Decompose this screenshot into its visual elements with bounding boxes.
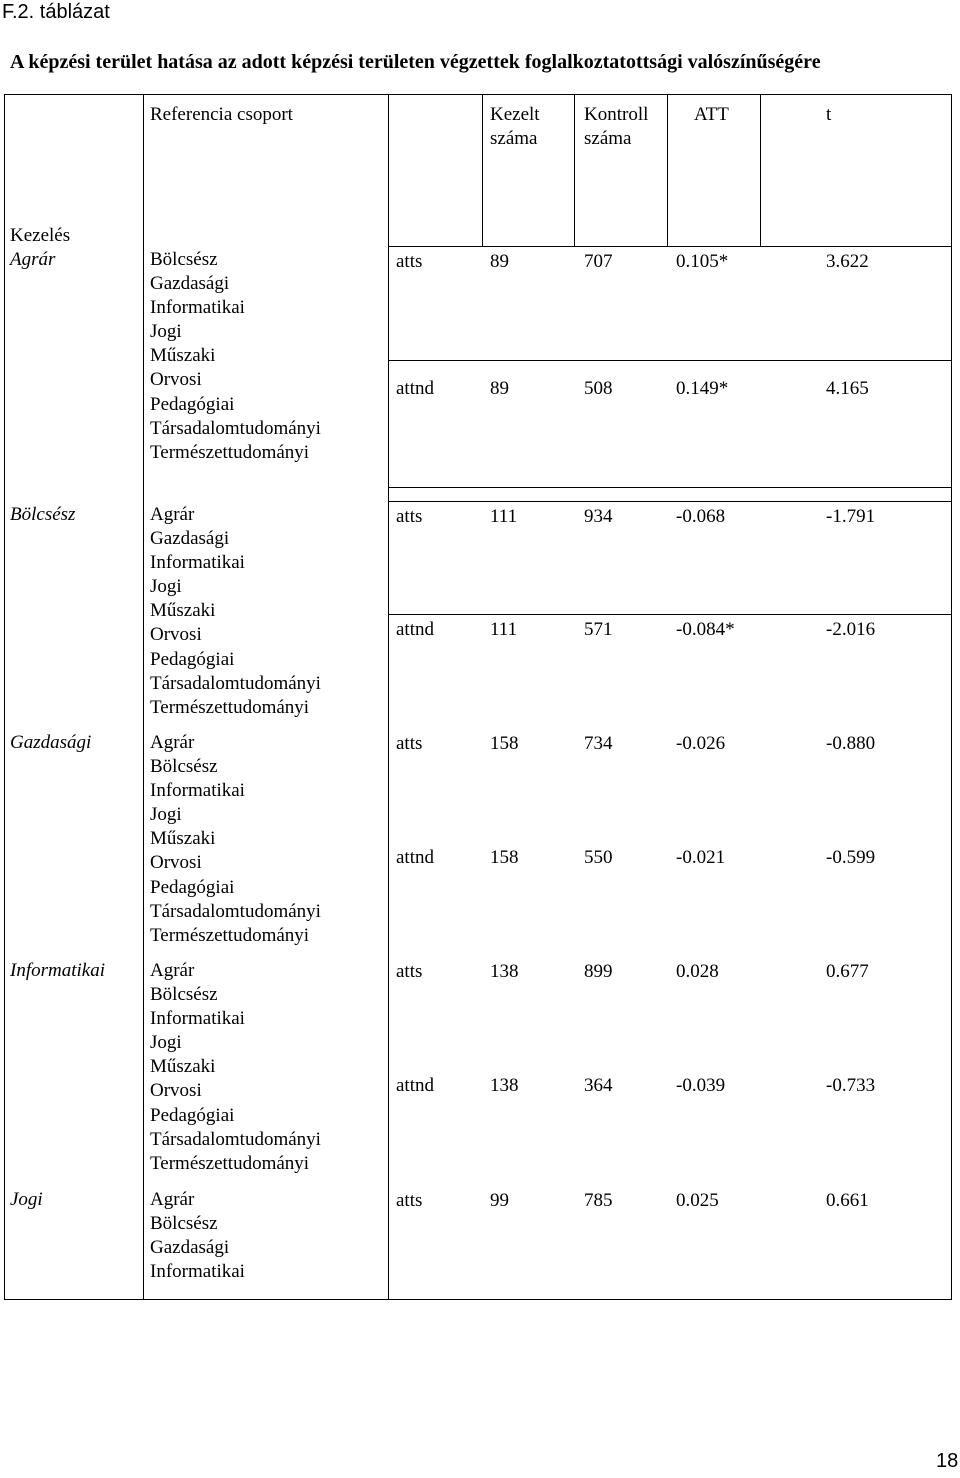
column-divider — [760, 94, 761, 246]
header-treated-line1: Kezelt — [490, 104, 540, 125]
reference-item: Agrár — [150, 732, 195, 753]
estimator-type: atts — [396, 251, 423, 272]
t-value: -0.733 — [826, 1075, 876, 1096]
control-count: 508 — [584, 378, 613, 399]
control-count: 785 — [584, 1190, 613, 1211]
reference-item: Bölcsész — [150, 249, 218, 270]
reference-item: Gazdasági — [150, 273, 230, 295]
reference-item: Informatikai — [150, 1261, 245, 1283]
control-count: 364 — [584, 1075, 613, 1096]
reference-item: Bölcsész — [150, 756, 218, 778]
estimator-type: atts — [396, 1190, 423, 1211]
header-att: ATT — [694, 104, 729, 125]
column-divider — [388, 94, 389, 1300]
reference-item: Informatikai — [150, 780, 245, 802]
reference-item: Műszaki — [150, 600, 216, 622]
control-count: 550 — [584, 847, 613, 868]
att-value: -0.026 — [676, 733, 726, 754]
att-value: -0.068 — [676, 506, 726, 527]
att-value: 0.105* — [676, 251, 729, 272]
control-count: 571 — [584, 619, 613, 640]
estimator-type: attnd — [396, 847, 434, 868]
reference-item: Természettudományi — [150, 924, 310, 946]
row-divider — [388, 360, 952, 361]
header-control-line1: Kontroll — [584, 104, 649, 125]
column-divider — [667, 94, 668, 246]
page-number: 18 — [936, 1450, 959, 1472]
reference-item: Informatikai — [150, 552, 245, 574]
reference-list — [150, 248, 321, 465]
reference-item: Bölcsész — [150, 1213, 218, 1235]
att-value: -0.021 — [676, 847, 726, 868]
reference-list — [150, 503, 321, 720]
reference-item: Természettudományi — [150, 1152, 310, 1174]
reference-item: Társadalomtudományi — [150, 1128, 321, 1150]
treated-count: 111 — [490, 506, 518, 527]
treated-count: 89 — [490, 251, 509, 272]
att-value: 0.149* — [676, 378, 729, 399]
reference-list — [150, 731, 321, 948]
treatment-label: Agrár — [10, 249, 56, 270]
table-title: A képzési terület hatása az adott képzési területen végzettek foglalkoztatottsági valószínűségére — [10, 51, 821, 73]
reference-item: Társadalomtudományi — [150, 417, 321, 439]
reference-item: Orvosi — [150, 369, 202, 391]
treatment-label: Gazdasági — [10, 732, 92, 753]
reference-item: Műszaki — [150, 828, 216, 850]
reference-list — [150, 1188, 245, 1284]
table-label: F.2. táblázat — [2, 1, 110, 23]
control-count: 899 — [584, 961, 613, 982]
control-count: 934 — [584, 506, 613, 527]
column-divider — [143, 94, 144, 1300]
att-value: 0.028 — [676, 961, 719, 982]
column-divider — [574, 94, 575, 246]
estimator-type: atts — [396, 506, 423, 527]
reference-item: Gazdasági — [150, 528, 230, 550]
reference-item: Műszaki — [150, 1056, 216, 1078]
header-control-line2: száma — [584, 128, 632, 149]
treated-count: 99 — [490, 1190, 509, 1211]
reference-item: Természettudományi — [150, 441, 310, 463]
treated-count: 89 — [490, 378, 509, 399]
t-value: 3.622 — [826, 251, 869, 272]
estimator-type: atts — [396, 961, 423, 982]
reference-item: Agrár — [150, 960, 195, 981]
estimator-type: attnd — [396, 1075, 434, 1096]
reference-item: Orvosi — [150, 1080, 202, 1102]
reference-item: Jogi — [150, 1032, 182, 1054]
t-value: -0.599 — [826, 847, 876, 868]
t-value: 0.677 — [826, 961, 869, 982]
treatment-label: Informatikai — [10, 960, 105, 981]
reference-item: Műszaki — [150, 345, 216, 367]
reference-item: Agrár — [150, 1189, 195, 1210]
header-kezeles: Kezelés — [10, 225, 71, 246]
estimator-type: attnd — [396, 619, 434, 640]
reference-item: Bölcsész — [150, 984, 218, 1006]
control-count: 707 — [584, 251, 613, 272]
reference-item: Jogi — [150, 321, 182, 343]
reference-item: Társadalomtudományi — [150, 672, 321, 694]
reference-item: Társadalomtudományi — [150, 900, 321, 922]
control-count: 734 — [584, 733, 613, 754]
estimator-type: atts — [396, 733, 423, 754]
header-treated-line2: száma — [490, 128, 538, 149]
t-value: 4.165 — [826, 378, 869, 399]
treated-count: 158 — [490, 733, 519, 754]
row-divider — [388, 487, 952, 488]
att-value: -0.084* — [676, 619, 735, 640]
t-value: -2.016 — [826, 619, 876, 640]
treatment-label: Bölcsész — [10, 504, 76, 525]
row-divider — [388, 614, 952, 615]
t-value: 0.661 — [826, 1190, 869, 1211]
reference-item: Gazdasági — [150, 1237, 230, 1259]
att-value: 0.025 — [676, 1190, 719, 1211]
header-ref-group: Referencia csoport — [150, 104, 293, 125]
row-divider — [388, 246, 952, 247]
reference-item: Pedagógiai — [150, 876, 235, 898]
reference-item: Orvosi — [150, 624, 202, 646]
reference-item: Informatikai — [150, 297, 245, 319]
reference-list — [150, 959, 321, 1176]
reference-item: Természettudományi — [150, 696, 310, 718]
reference-item: Informatikai — [150, 1008, 245, 1030]
treated-count: 158 — [490, 847, 519, 868]
column-divider — [482, 94, 483, 246]
treated-count: 138 — [490, 1075, 519, 1096]
reference-item: Pedagógiai — [150, 648, 235, 670]
row-divider — [388, 501, 952, 502]
reference-item: Jogi — [150, 576, 182, 598]
header-t: t — [826, 104, 832, 125]
reference-item: Jogi — [150, 804, 182, 826]
reference-item: Pedagógiai — [150, 1104, 235, 1126]
treatment-label: Jogi — [10, 1189, 43, 1210]
t-value: -1.791 — [826, 506, 876, 527]
reference-item: Agrár — [150, 504, 195, 525]
reference-item: Pedagógiai — [150, 393, 235, 415]
results-table — [4, 94, 952, 1300]
reference-item: Orvosi — [150, 852, 202, 874]
t-value: -0.880 — [826, 733, 876, 754]
att-value: -0.039 — [676, 1075, 726, 1096]
treated-count: 111 — [490, 619, 518, 640]
estimator-type: attnd — [396, 378, 434, 399]
treated-count: 138 — [490, 961, 519, 982]
